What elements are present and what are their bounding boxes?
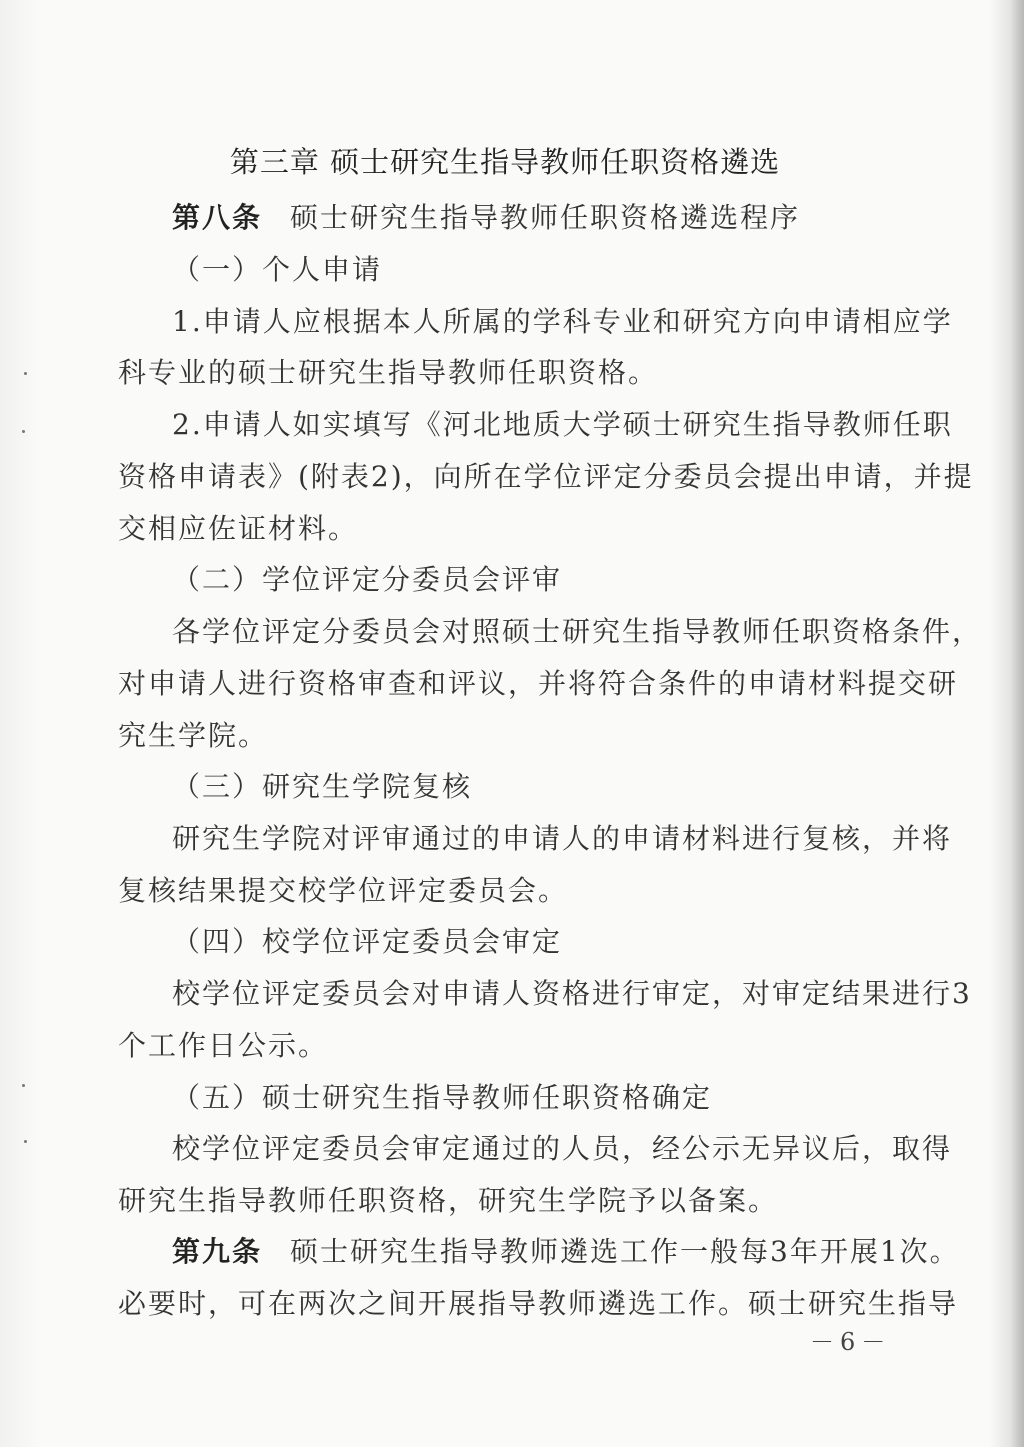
paragraph-line: 各学位评定分委员会对照硕士研究生指导教师任职资格条件，: [172, 615, 983, 648]
section-heading-3: （三）研究生学院复核: [172, 770, 473, 803]
paragraph-line: 究生学院。: [118, 719, 269, 752]
section-heading-2: （二）学位评定分委员会评审: [172, 563, 563, 596]
section-heading-4: （四）校学位评定委员会审定: [172, 925, 563, 958]
paragraph-line: 必要时，可在两次之间开展指导教师遴选工作。硕士研究生指导: [118, 1287, 959, 1320]
paragraph-line: 校学位评定委员会对申请人资格进行审定，对审定结果进行3: [172, 977, 972, 1010]
article-8-heading: [172, 196, 800, 236]
article-8-text: 硕士研究生指导教师任职资格遴选程序: [290, 201, 801, 234]
paragraph-line: 对申请人进行资格审查和评议，并将符合条件的申请材料提交研: [118, 667, 959, 700]
paragraph-line: 2.申请人如实填写《河北地质大学硕士研究生指导教师任职: [172, 408, 953, 441]
paragraph-line: 个工作日公示。: [118, 1029, 329, 1062]
article-9-text: 硕士研究生指导教师遴选工作一般每3年开展1次。: [290, 1235, 960, 1268]
page-number: －6－: [810, 1328, 892, 1356]
scan-speck: [22, 1084, 25, 1087]
section-heading-5: （五）硕士研究生指导教师任职资格确定: [172, 1081, 713, 1114]
paragraph-line: 资格申请表》(附表2)，向所在学位评定分委员会提出申请，并提: [118, 460, 974, 493]
paragraph-line: 研究生学院对评审通过的申请人的申请材料进行复核，并将: [172, 822, 953, 855]
paragraph-line: 校学位评定委员会审定通过的人员，经公示无异议后，取得: [172, 1132, 953, 1165]
paragraph-line: 1.申请人应根据本人所属的学科专业和研究方向申请相应学: [172, 305, 953, 338]
scan-speck: [24, 1140, 27, 1143]
scan-speck: [22, 430, 25, 433]
paragraph-line: 交相应佐证材料。: [118, 512, 359, 545]
chapter-title: 第三章 硕士研究生指导教师任职资格遴选: [229, 145, 781, 179]
page-edge-shadow: [1010, 0, 1024, 1447]
article-9-heading: [172, 1230, 960, 1270]
paragraph-line: 研究生指导教师任职资格，研究生学院予以备案。: [118, 1184, 779, 1217]
scan-speck: [24, 372, 27, 375]
paragraph-line: 复核结果提交校学位评定委员会。: [118, 874, 569, 907]
section-heading-1: （一）个人申请: [172, 253, 383, 286]
article-8-label: 第八条: [172, 201, 263, 234]
paragraph-line: 科专业的硕士研究生指导教师任职资格。: [118, 356, 659, 389]
article-9-label: 第九条: [172, 1235, 263, 1268]
